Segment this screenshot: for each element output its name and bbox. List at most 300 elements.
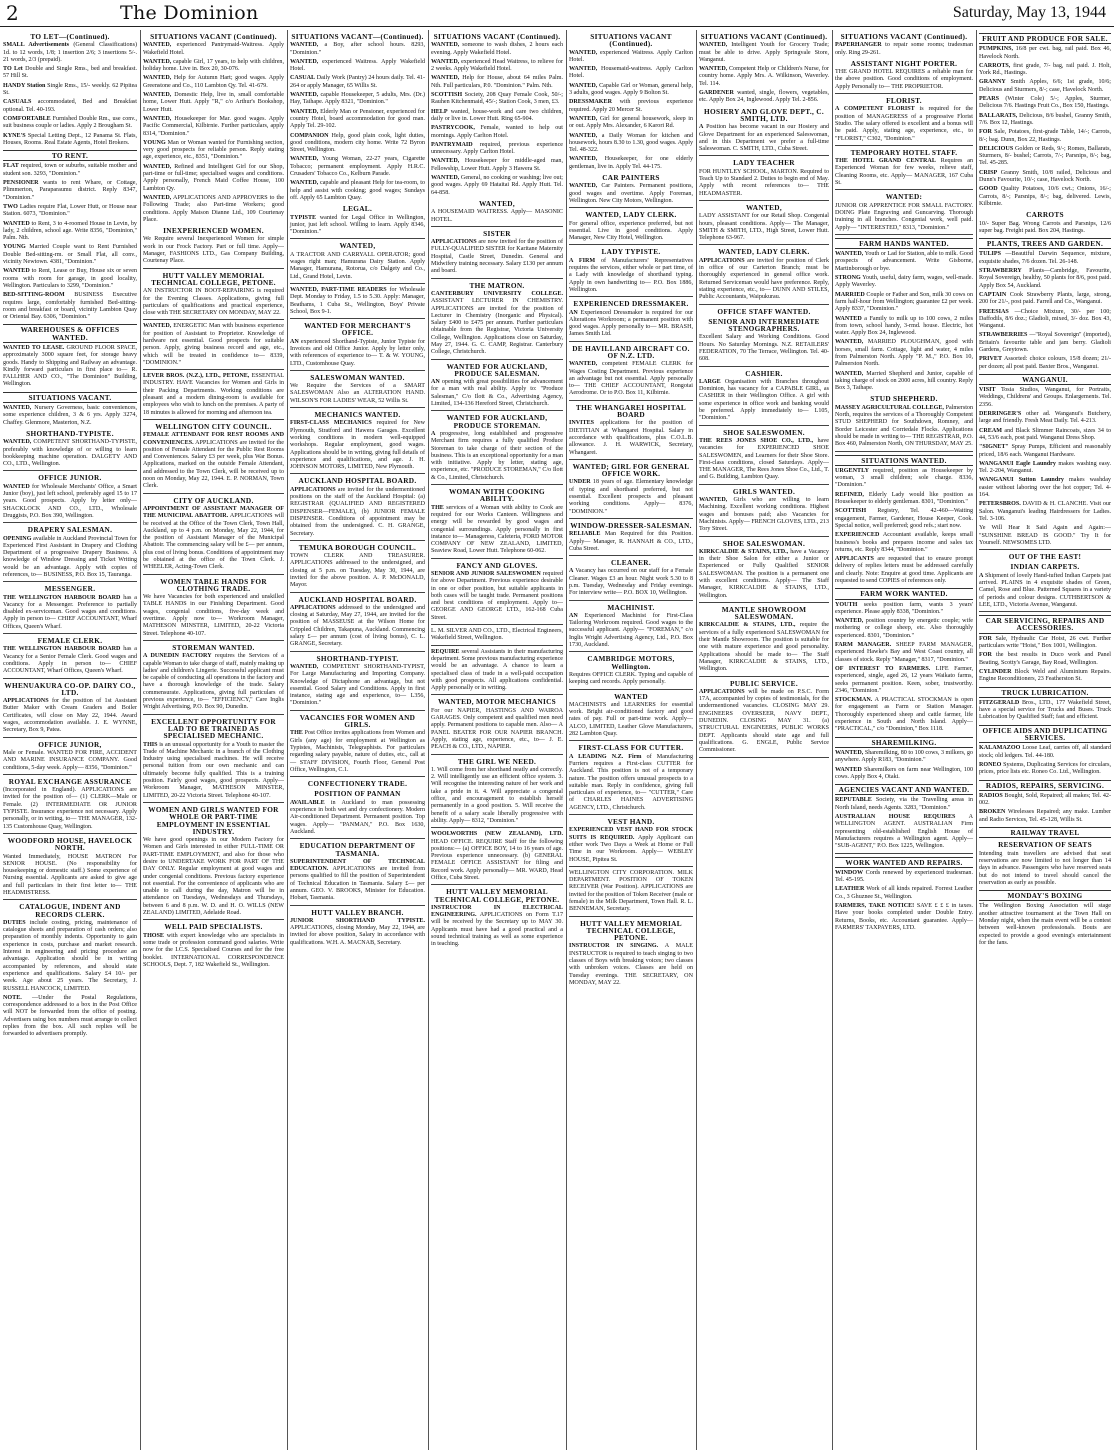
ad-body: experienced Waitress. Apply Carlton Hotel. (569, 49, 693, 63)
ad-heading: A (431, 430, 436, 437)
ad-heading: APPLICATIONS (3, 698, 49, 705)
classified-ad (979, 762, 1111, 777)
ad-heading: LEVER BROS. (N.Z.), LTD., PETONE, (143, 373, 250, 380)
ad-body: A TRACTOR AND CARRYALL OPERATOR; good wages right man; Hamurana Dairy Station. Apply Manager, Hamurana, Rotorua, c/o Dalgety and Co., Ltd., Grand Hotel, Levin. (290, 251, 425, 280)
ad-body: Experienced Dressmaker is required for our Alterations Workroom; a permanent position with good wages. Apply personally to— MR. BRASH, James Smith Ltd. (569, 309, 693, 338)
classified-ad (290, 92, 425, 107)
ad-heading: PANTRYMAID (431, 141, 473, 148)
ad-body: for Wholesale Dept. Monday to Friday, 1.5 to 5.30. Apply: Manager, Beathams, 1 Cuba St., Wellington, Boys' Private School, Box 9-1. (290, 286, 425, 315)
ad-heading: YOUTH (835, 601, 858, 608)
section-heading: WANGANUI. (979, 374, 1111, 385)
ad-body: Apply Applicant can either work Two Days a Week at Home or Full Time in our Workroom. Apply— WEBLEY HOUSE, Pipitea St. (569, 834, 693, 863)
ad-body: makes washday easier without laboring over the hot copper; Tel. 4-164. (979, 477, 1111, 499)
section-heading: OFFICE JUNIOR, (38, 739, 102, 749)
ad-body: Youth, useful, dairy farm, wages, well-made. Apply Waverley. (835, 275, 973, 289)
ad-body: General, no cooking or washing; live out; good wages. Apply 69 Hataitai Rd. Apply Hutt. Tel. 64-858. (431, 175, 563, 196)
section-heading: FEMALE CLERK. (37, 636, 103, 646)
ad-body: the best results in Duco work and Panel Beating, Scotty's Garage, Bay Road, Wellington. (979, 652, 1111, 666)
ad-heading: THE WELLINGTON HARBOUR BOARD (3, 594, 121, 601)
ad-body: The Wellington Boxing Association will stage another attractive tournament at the Town Hall on Monday night, when the main event will be a contest between well-known professionals. Bouts are expected to provide a good evening's entertainment for the fans. (979, 903, 1111, 946)
ad-body: Housekeeper, for one elderly gentleman, live in. Apply Tel. 44-175. (569, 156, 693, 170)
ad-body: capable and pleasant Help for tea-room, to help and assist with cooking; good wages; Sundays off. Apply 65 Lambton Quay. (290, 180, 425, 201)
section-heading: WANTED FOR AUCKLAND, PRODUCE SALESMAN. (446, 361, 548, 378)
ad-heading: WANTED, (835, 749, 864, 756)
classified-ad (699, 549, 829, 603)
classified-ad (290, 133, 425, 155)
column-6 (696, 30, 832, 1450)
classified-ad (431, 379, 563, 411)
ad-heading: FOR (979, 129, 992, 136)
section-heading: STUD SHEPHERD. (870, 394, 938, 404)
ad-heading: A COMPETENT FLORIST (835, 106, 915, 113)
ad-body: —"Royal Sovereign" (imported), Britain's favourite table and jam berry. Gladioli Gardens, Greytown. (979, 332, 1111, 353)
classified-ad (431, 708, 563, 755)
ad-heading: WANTED, (699, 497, 728, 504)
ad-body: For general office, experience preferred, but not essential. Live in good conditions. Apply Manager, New City Hotel, Wellington. (569, 220, 693, 242)
ad-heading: WANTED, (143, 163, 172, 170)
classified-columns (0, 30, 1114, 1450)
classified-ad (979, 461, 1111, 476)
classified-ad (431, 59, 563, 74)
ad-body: We Require the Services of a SMART SALESWOMAN Also an ALTERATION HAND. WILSON'S FOR LADIES' WEAR, 52 Willis St. (290, 383, 425, 404)
ad-body: Elderly Man or Pensioner, experienced for country Hotel, board accommodation for good man. Apply Tel. 29-102. (290, 108, 425, 130)
section-heading: RESERVATION OF SEATS (998, 840, 1092, 850)
ad-heading: WANTED, (290, 663, 319, 670)
ad-body: other ad. Wanganui's Butchery, large and friendly. Fresh Meat Daily. Tel. 4-213. (979, 411, 1111, 425)
classified-ad (835, 292, 973, 314)
ad-body: Plants—Cambridge, Favourite, Royal Sovereign, healthy, 50 plants for 8/6, post paid. Apply Box 54, Auckland. (979, 268, 1111, 289)
ad-heading: AN (431, 379, 440, 386)
ad-body: first grade, 7/- bag, rail paid. J. Holt, York Rd., Hastings. (979, 62, 1111, 77)
section-heading: EXCELLENT OPPORTUNITY FOR LAD TO BE TRAINED AS SPECIALISED MECHANIC. (151, 716, 276, 741)
classified-ad (979, 652, 1111, 667)
ad-body: A WELLINGTON AGENT. AUSTRALIAN Firm representing old-established English House of Manufacturers requires a Wellington agent. Apply— "SUB-AGENT," P.O. Box 1225, Wellington. (835, 814, 973, 850)
section-heading: SHAREMILKING. (835, 737, 973, 748)
ad-heading: WANTED (835, 766, 862, 773)
ad-heading: KYNE'S (3, 132, 26, 139)
ad-body: APPLICATIONS, closing Monday, May 22, 1944, are invited for above position, Salary in accordance with qualifications. W.H. A. MACNAB, Secretary. (290, 925, 425, 946)
classified-ad (835, 468, 973, 490)
ad-body: Intending train travellers are advised that seat reservations are now limited to not longer than 14 days in advance. Passengers who have reserved seats but do not intend to travel should cancel the reservation as early as possible. (979, 850, 1111, 886)
ad-heading: WANTED, (431, 158, 460, 165)
classified-ad (699, 42, 829, 64)
classified-ad (835, 508, 973, 530)
ad-body: for the position of 1st Assistant Butter Maker with Cream Graders and Boiler Certificates, will close on May 22, 1944. Award wages, accommodation available. J. E. WYNNE, Secretary, Box 9, Patea. (3, 698, 137, 734)
classified-ad (835, 797, 973, 812)
ad-body: several Assistants in their manufacturing department. Some previous manufacturing experience would be an advantage. A chance to learn a specialised class of trade in a well-paid occupation with good prospects. All applications confidential. Apply personally or in writing. (431, 648, 563, 692)
classified-ad (290, 156, 425, 178)
section-heading: WELL PAID SPECIALISTS. (164, 922, 263, 932)
ad-body: GROUND FLOOR SPACE, approximately 3000 square feet, for storage heavy goods. Handy to Shipping and Railway an advantage. Kindly forward particulars in first place to— R. FALLHER AND CO., "The Dominion" Building, Wellington. (3, 344, 137, 388)
classified-ad (290, 287, 425, 319)
ad-body: Domestic Help, live in, small comfortable home, Lower Hutt. Apply "R," c/o Arthur's Bookshop, Lower Hutt. (143, 92, 284, 113)
classified-ad (835, 275, 973, 290)
ad-body: SAVE £ £ £ in taxes. Have your books completed under Double Entry. Returns, Books, etc. Accountant guarantee. Apply— FARMERS' TAXPAYERS, LTD. (835, 902, 973, 931)
ad-heading: INSTRUCTOR IN SINGING. (569, 943, 659, 950)
section-heading: MONDAY'S BOXING (979, 890, 1111, 901)
classified-ad (431, 291, 563, 360)
ad-heading: SUPERINTENDENT OF TECHNICAL EDUCATION. (290, 858, 425, 873)
section-heading: LADY TYPISTE. (601, 247, 661, 257)
section-heading: SITUATIONS VACANT (Continued). (150, 32, 277, 41)
classified-ad (699, 66, 829, 88)
ad-body: are invited for the undermentioned positions on the staff of the Auckland Hospital: (a) REGISTRAR (QUALIFIED AND REGISTERED DISPENSER—FEMALE), (b) JUNIOR FEMALE DISPENSER. Conditions of appointment may be obtained from the undersigned. C. H. GRANGE, Secretary. (290, 486, 426, 537)
classified-ad (143, 837, 284, 920)
ad-heading: FARM MANAGER. (835, 642, 892, 649)
ad-body: makes washing easy. Tel. 2-204, Wanganui. (979, 460, 1111, 475)
ad-heading: THE (431, 504, 444, 511)
ad-heading: WANTED, (143, 75, 172, 82)
ad-body: Experienced Machinist for First-Class Tailoring Workroom required. Good wages to the successful applicant. Apply— "FOREMAN," c/o Inglis Wright Advertising Agency, Ltd., P.O. Box 1730, Auckland. (569, 612, 693, 649)
ad-body: Delicious, 8/6 bushel, Granny Smith, 7/6. Box 12, Hastings. (979, 112, 1111, 126)
ad-body: Block Weld and Aluminium Repairs. Engine Reconditioners, 23 Featherston St. (979, 668, 1111, 683)
ad-heading: FOR (979, 635, 992, 642)
classified-ad (569, 156, 693, 171)
classified-ad (699, 438, 829, 485)
classified-ad (835, 158, 973, 190)
classified-ad (3, 646, 137, 678)
ad-body: Sharemilkers on farm near Wellington, 100 cows. Apply Box 4, Otaki. (835, 766, 973, 780)
ad-body: opening with great possibilities for advancement for a man with real ability. Apply to: "Produce Salesman," C/o Ilott & Co., Advertising Agency, Limited, 134-136 Hereford Street, Christchurch. (431, 379, 563, 408)
ad-heading: COMFORTABLE (3, 115, 51, 122)
ad-body: Furnished Double Rm., use conv., suit business couple or ladies. Apply 2 Brougham St. (3, 115, 137, 130)
section-heading: MESSENGER. (44, 584, 96, 594)
ad-body: FOR HUNTLEY SCHOOL, MARTON. Required to Teach Up to Standard 2. Duties to begin end of May. Apply with recent references to— THE HEADMASTER. (699, 168, 829, 197)
ad-heading: TULIPS (979, 251, 1002, 258)
ad-body: Smith Apples, 6/6; 1st grade, 10/6; Delicious and Sturmers, 8/-; case, Havelock North. (979, 79, 1111, 93)
ad-body: MARRIED PLOUGHMAN, good with horses, small farm. Cottage, light and water, 4 miles from Palmerston North. Apply "P. M.," P.O. Box 10, Palmerston North. (835, 339, 973, 368)
column-8 (976, 30, 1114, 1450)
classified-ad (3, 920, 137, 993)
classified-ad (569, 479, 693, 518)
ad-heading: URGENTLY (835, 467, 869, 474)
section-heading: FANCY AND GLOVES. (456, 560, 538, 570)
ad-heading: STOCKMAN. (835, 697, 873, 704)
section-heading: THE WHANGAREI HOSPITAL BOARD (575, 402, 687, 420)
classified-ad (569, 50, 693, 65)
section-heading: FLORIST. (886, 96, 922, 106)
ad-heading: WANTED, (143, 58, 172, 65)
section-heading: ROYAL EXCHANGE ASSURANCE (8, 776, 132, 786)
ad-body: Vacancy has occurred on our staff for a Female Cleaner. Wages £3 an hour. Night work 5.30 to 8 p.m. Tuesday, Wednesday and Friday evenings. For interview write— P.O. BOX 10, Wellington. (569, 568, 693, 597)
section-heading: SITUATIONS VACANT (Continued). (433, 32, 561, 41)
ad-heading: WANGANUI Eagle Laundry (979, 460, 1056, 467)
classified-ad (699, 213, 829, 245)
classified-ad (431, 431, 563, 485)
column-5 (566, 30, 696, 1450)
ad-heading: WANTED, (143, 92, 172, 99)
ad-heading: YOUNG (143, 139, 166, 146)
ad-heading: FOR (979, 652, 992, 659)
ad-body: in Auckland to man possessing experience in both wet and dry confectionery. Modern Air-conditioned Department. Permanent position. Top wages. Apply— "PANMAN," P.O. Box 1630, Auckland. (290, 799, 425, 835)
ad-heading: CAPTAIN (979, 291, 1007, 298)
ad-heading: WANTED, (699, 66, 728, 73)
ad-heading: HANDY Station (3, 82, 46, 89)
ad-heading: WANTED, (290, 42, 319, 49)
classified-ad (3, 163, 137, 178)
classified-ad (699, 379, 829, 426)
ad-body: HEAD OFFICE. REQUIRE Staff for the following positions:— (a) OFFICE BOY, 14 to 16 years of age. Previous experience unnecessary. (b) GENERAL FEMALE OFFICE ASSISTANT for filing and Record work. Apply personally— MR. WARD, Head Office, Cuba Street. (431, 838, 563, 881)
ad-body: Young Woman, 22-27 years, Cigarette Tobacco; permanent employment. Apply H.R.C. Crusaders' Tobacco Co., Kelburn Parade. (290, 156, 425, 178)
ad-body: Ladies require Flat, Lower Hutt, or House near Station. 6073, "Dominion." (3, 203, 137, 218)
ad-heading: OF INTEREST TO FARMERS. (835, 665, 931, 672)
section-heading: WINDOW-DRESSER-SALESMAN. (570, 520, 692, 530)
classified-ad (979, 63, 1111, 78)
ad-body: Youth or Lad for Station, able to milk. Good prospects of advancement. Write Gisborne, Martinborough or bye. (835, 251, 973, 272)
column-4 (428, 30, 566, 1450)
ad-body: Intelligent Youth for Grocery Trade; must be able to drive. Apply Springvale Store, Wanganui. (699, 42, 829, 63)
classified-ad (979, 79, 1111, 94)
section-heading: MACHINIST. (607, 602, 655, 612)
classified-ad (979, 129, 1111, 144)
ad-heading: STRONG (835, 275, 861, 282)
section-heading: CATALOGUE, INDENT AND RECORDS CLERK. (19, 902, 121, 919)
ad-heading: WANTED, (143, 194, 172, 201)
classified-ad (835, 870, 973, 885)
ad-body: a Daily Woman for kitchen and housework, hours 8.30 to 1.30, good wages. Apply Tel. 48-322. (569, 132, 693, 154)
section-heading: PLANTS, TREES AND GARDEN. (979, 238, 1111, 249)
ad-heading: WANTED, (290, 108, 319, 115)
ad-heading: WANTED, (290, 156, 319, 163)
classified-ad (143, 75, 284, 90)
ad-body: ASSISTANT LECTURER IN CHEMISTRY. APPLICATIONS are invited for the position of Lecturer in Chemistry (Inorganic and Physical). Salary £400 to £475 per annum. Further particulars obtainable from the Registrar, Victoria University College, Wellington. Applications close on Saturday, May 27, 1944. G. C. CAMP, Registrar. Canterbury College, Christchurch. (431, 298, 563, 356)
section-heading: PUBLIC SERVICE. (730, 678, 798, 688)
classified-ad (143, 92, 284, 114)
ad-body: A MALE INSTRUCTOR is required to teach singing to two classes of Boys with breaking voices; two classes with unbroken voices. Classes are held on Tuesday evenings. THE SECRETARY, ON MONDAY, MAY 22. (569, 943, 694, 986)
ad-heading: SCOTTISH (835, 508, 867, 515)
ad-body: Position has become vacant in our Hosiery and Glove Department for an experienced Saleswoman, and in this Department we prefer a full-time Saleswoman. C. SMITH, LTD., Cuba Street. (699, 124, 829, 153)
ad-heading: INSTRUCTOR IN ELECTRICAL ENGINEERING. (431, 904, 563, 919)
section-heading: VACANCIES FOR WOMEN AND GIRLS. (299, 712, 416, 730)
ad-heading: SMALL Advertisements (3, 42, 69, 49)
section-heading: THE MATRON. (469, 280, 525, 290)
ad-heading: "SIGNET" (979, 444, 1009, 451)
classified-ad (290, 800, 425, 839)
issue-date: Saturday, May 13, 1944 (952, 4, 1106, 21)
section-heading: WANTED, LADY CLERK. (718, 247, 810, 257)
ad-heading: APPLICATIONS (699, 257, 745, 264)
classified-ad (143, 59, 284, 74)
ad-body: Excellent Salary and Working Conditions. Good Hours. No Saturday Mornings. N.Z. RETAILERS' FEDERATION, 70 The Terrace, Wellington. Tel. 40-608. (699, 334, 829, 363)
section-heading: AUCKLAND HOSPITAL BOARD. (298, 476, 417, 486)
classified-ad (699, 169, 829, 201)
ad-heading: TWO (3, 203, 18, 210)
ad-body: has a Vacancy for a Messenger. Preference to partially disabled ex-serviceman. Good wages and conditions. Apply in person to— CHIEF ACCOUNTANT, Wharf Offices, Queen's Wharf. (3, 594, 137, 630)
classified-ad (290, 59, 425, 74)
ad-body: Double and Single Rms., bed and breakfast. 57 Hill St. (3, 66, 137, 80)
ad-heading: WANTED, (290, 180, 319, 187)
classified-ad (835, 371, 973, 393)
section-heading: HUTT VALLEY MEMORIAL TECHNICAL COLLEGE, PETONE. (580, 918, 682, 943)
classified-ad (699, 258, 829, 305)
ad-body: experienced Waitress. Apply Wakefield Hotel. (290, 58, 425, 73)
classified-ad (431, 831, 563, 885)
ad-body: Loose Leaf, carries off, all standard stock; old ledgers. Tel. 44-180. (979, 745, 1111, 759)
ad-body: We have Vacancies for both experienced and unskilled TABLE HANDS in our Finishing Department. Good wages, congenial conditions, five-day week and overtime. Apply now to— Workroom Manager, MATHESON MINSTER, LIMITED, 20-22 Victoria Street. Telephone 40-107. (143, 594, 284, 637)
ad-body: require the services of a fully experienced SALESWOMAN for their Mantle Showroom. The position is suitable for one with mature experience and good personality. Applications should be made to— The Staff Manager, KIRKCALDIE & STAINS, LTD., Wellington. (699, 622, 829, 673)
ad-body: experienced Head Waitress, to relieve for 2 weeks. Apply Wakefield Hotel. (431, 58, 563, 73)
ad-body: —Choice Mixture, 30/- per 100; Daffodils, 8/6 doz.; Gladioli, mixed, 3/- doz. Box 43, Wanganui. (979, 308, 1111, 330)
ad-heading: WANTED (3, 268, 30, 275)
ad-body: for Wholesale Merchants' Office, a Smart Junior (boy), just left school, preferably aged 15 to 17 years. Good prospects. Apply by letter only— SHACKLOCK AND CO., LTD., Wholesale Druggists, P.O. Box 390, Wellington. (3, 483, 137, 519)
column-rule (140, 30, 141, 1450)
classified-ad (569, 116, 693, 131)
classified-ad (290, 487, 425, 541)
classified-ad (835, 814, 973, 853)
classified-ad (979, 309, 1111, 331)
section-heading: RADIOS, REPAIRS, SERVICING. (979, 780, 1111, 791)
classified-ad (431, 158, 563, 173)
ad-body: available in Auckland Provincial Town for Experienced First Assistant in Drapery and Clothing Department of a progressive Drapery Business. A knowledge of Window Dressing and Ticket Writing would be an advantage. Apply with copies of references, to— BUSINESS, P.O. Box 15, Tauranga. (3, 535, 137, 578)
classified-ad (569, 943, 693, 987)
section-heading: CARROTS (1026, 210, 1064, 220)
ad-heading: CREAM (979, 427, 1003, 434)
ad-body: Shipment of lovely Hand-tufted Indian Carpets just arrived. PLAINS in 4 exquisite shades of Green, Camel, Rose and Blue. Patterned Squares in a variety of periods and colour designs. CUTHBERTSON & LEE, LTD., Victoria Avenue, Wanganui. (979, 572, 1111, 608)
section-heading: SITUATIONS VACANT—(Continued). (291, 32, 424, 41)
classified-ad (143, 236, 284, 268)
classified-ad (3, 405, 137, 427)
classified-ad (979, 113, 1111, 128)
classified-ad (290, 605, 425, 652)
classified-ad (979, 669, 1111, 684)
classified-ad (3, 854, 137, 901)
ad-heading: A DUNEDIN FACTORY (143, 653, 212, 660)
ad-heading: FREESIAS (979, 308, 1009, 315)
section-heading: WAREHOUSES & OFFICES WANTED. (3, 324, 137, 343)
classified-ad (569, 613, 693, 652)
section-heading: INDIAN CARPETS. (1010, 562, 1080, 572)
classified-ad (569, 420, 693, 459)
ad-body: to repair some rooms; tradesman only. Ring 29-261. (835, 42, 974, 56)
ad-body: with expert knowledge who are specialists in some trade or profession command good salaries. Write now for the I.C.S. Specialised Courses and for the free booklet. INTERNATIONAL CORRESPONDENCE SCHOOLS, Dept. 7, 182 Wakefield St., Wellington. (143, 932, 284, 968)
section-heading: EXPERIENCED DRESSMAKER. (573, 299, 689, 309)
section-heading: AUCKLAND HOSPITAL BOARD. (298, 594, 417, 604)
classified-ad (431, 767, 563, 828)
classified-ad (569, 133, 693, 155)
classified-ad (979, 292, 1111, 307)
ad-heading: THE WELLINGTON HARBOUR BOARD (3, 646, 121, 653)
ad-body: accommodated, Bed and Breakfast optional. Tel. 40-193. (3, 99, 137, 113)
ad-body: DAVID & H. CLANCHE. Visit our Salon. Wanganui's leading Hairdressers for Ladies. Tel. 3-106. (979, 501, 1111, 522)
ad-body: experienced Pantrymaid-Waitress. Apply Wakefield Hotel. (143, 42, 285, 56)
classified-ad (835, 203, 973, 235)
ad-heading: AN (569, 309, 578, 316)
classified-ad (3, 268, 137, 290)
ad-heading: THIS (143, 741, 158, 748)
ad-body: Cords renewed by experienced tradesman. Tel. 45-195. (835, 869, 973, 884)
section-heading: OFFICE STAFF WANTED. (717, 306, 811, 316)
section-heading: SHOE SALESWOMEN. (723, 427, 805, 437)
ad-body: LADY ASSISTANT for our Retail Shop. Congenial hours, pleasant conditions. Apply— The Manager, SMITH & SMITH, LTD., High Street, Lower Hutt. Telephone 63-967. (699, 213, 829, 242)
ad-body: Society, 208 Quay Female Cook, 50/-; Rauhen Kitchenmaid, 45/-; Station Cook, 3 men, £3. (431, 92, 563, 106)
ad-body: Refined and Intelligent Girl for our Shop, part-time or full-time; specialised wages and conditions. Apply personally, French Maid Coffee House, 100 Lambton Qy. (143, 163, 285, 192)
classified-ad (979, 251, 1111, 266)
classified-ad (569, 531, 693, 556)
classified-ad (699, 334, 829, 366)
classified-ad (143, 323, 284, 370)
section-heading: FARM WORK WANTED. (835, 588, 973, 599)
classified-ad (979, 387, 1111, 409)
ad-body: with previous experience required. Apply 20 Mercer St. (569, 99, 693, 113)
ad-body: someone to wash dishes, 2 hours each evening. Apply Wakefield Hotel. (431, 42, 563, 56)
ad-body: Wirelesses Repaired; any make. Lumber and Radio Services, Tel. 45-128, Willis St. (979, 809, 1111, 823)
ad-body: MACHINISTS and LEARNERS for essential work. Bright air-conditioned factory and good rates of pay. Full or part-time work. Apply— ALCO, LIMITED, Leather Glove Manufacturers, 282 Lambton Quay. (569, 701, 693, 738)
ad-heading: A (979, 572, 984, 579)
column-1 (0, 30, 140, 1450)
classified-ad (431, 505, 563, 559)
section-heading: WOMEN AND GIRLS WANTED FOR WHOLE OR PART-TIME EMPLOYMENT IN ESSENTIAL INDUSTRY. (148, 804, 279, 836)
ad-heading: CANTERBURY UNIVERSITY COLLEGE. (431, 290, 563, 297)
classified-ad (431, 42, 563, 57)
ad-heading: THE (290, 730, 303, 737)
ad-body: LIFE Farmer, experienced, single, aged 26, 12 years Waikato farms, seeks permanent position. Keen, sober, trustworthy. 2346, "Dominion." (835, 665, 974, 694)
classified-ad (3, 116, 137, 131)
section-heading: WOMEN TABLE HANDS FOR CLOTHING TRADE. (160, 576, 267, 593)
classified-ad (569, 361, 693, 400)
section-heading: WOMAN WITH COOKING ABILITY. (448, 487, 546, 504)
ad-body: Help for Autumn Hart; good wages. Apply Greenstone and Co., 110 Lambton Qy. Tel. 41-679. (143, 75, 284, 89)
ad-heading: FLAT (3, 163, 19, 170)
ad-body: Female, wanted to help out mornings. Apply Carlton Hotel. (431, 125, 564, 139)
ad-heading: A FIRM (569, 257, 596, 264)
classified-ad (143, 288, 284, 320)
ad-body: APPLICATIONS on Form T.17 will be received by the Secretary up to MAY 30. Applicants must have had a good practical and a sound technical training as well as some experience in teaching. (431, 912, 564, 948)
ad-body: Cook Strawberry Plants, large, strong, 200 for 21/-, post paid. Farrell and Co., Wanganui. (979, 291, 1111, 306)
section-heading: SHORTHAND-TYPIST. (316, 653, 399, 663)
ad-heading: AN (569, 612, 578, 619)
classified-ad (431, 649, 563, 696)
classified-ad (290, 383, 425, 408)
classified-ad (431, 905, 563, 949)
section-heading: GIRLS WANTED. (732, 486, 796, 496)
ad-body: Ye Will Hear It Said Again and Again:— "SUNSHINE BREAD IS GOOD." Try It for Yourself. NEWSOMES LTD. (979, 525, 1111, 546)
ad-heading: WANTED (835, 315, 862, 322)
ad-body: addressed to the undersigned and closing at Saturday, May 27, 1944, are invited for the position of MASSEUSE at the Wilson Home for Crippled Children, Takapuna, Auckland. Commencing salary £— per annum (cost of living bonus), C. L. GRANGE, Secretary. (290, 604, 425, 648)
section-heading: WANTED FOR MERCHANT'S OFFICE. (304, 321, 411, 338)
ad-body: requires the Services of a capable Woman to take charge of staff, mainly making up ladies' and children's Lingerie. Successful applicant must be capable of conducting all operations in the factory and have a thorough knowledge of the trade. Salary commensurate. Applications, giving full particulars of previous experience, to— "EFFICIENCY," Care Inglis Wright Advertising, P.O. Box 90, Dunedin. (143, 653, 284, 711)
section-heading: SHORTHAND-TYPISTE. (26, 428, 114, 438)
ad-heading: BROKEN (979, 809, 1006, 816)
section-heading: DRAPERY SALESMAN. (27, 525, 113, 535)
ad-heading: CASUALS (3, 99, 32, 106)
classified-ad (979, 428, 1111, 443)
classified-ad (569, 310, 693, 342)
ad-body: Tosia Studios, Wanganui, for Portraits, Weddings, Childrens' and Groups. Enlargements. Tel. 2356. (979, 387, 1111, 408)
ad-body: COMPETENT SHORTHAND-TYPISTE, preferably with knowledge of or willing to learn bookkeeping machine operation. DALGETY AND CO., LTD., Wellington. (3, 439, 137, 468)
section-heading: HUTT VALLEY MEMORIAL TECHNICAL COLLEGE, PETONE. (434, 887, 560, 904)
section-heading: WANTED FOR AUCKLAND, PRODUCE STOREMAN. (446, 413, 548, 430)
ad-heading: A (699, 124, 704, 131)
ad-body: to Rent, 3 to 4-roomed House in Levin, by lady, 2 children, school age. Write 8356, "Dominion," Palm. Nth. (3, 220, 137, 242)
ad-body: progressive, long established and progressive Merchant firm requires a fully qualified Produce Storeman to take charge of their section of the business. This is an exceptional opportunity for a man with initiative. Apply by letter, stating age, experience, etc. "PRODUCE STOREMAN," C/o Ilott & Co., Limited, Christchurch. (431, 430, 563, 481)
classified-ad (143, 42, 284, 57)
section-heading: WANTED (614, 691, 648, 701)
ad-heading: SCOTTISH (431, 92, 463, 99)
classified-ad (143, 116, 284, 138)
section-heading: DE HAVILLAND AIRCRAFT CO. OF N.Z. LTD. (572, 343, 690, 360)
classified-ad (979, 700, 1111, 722)
section-heading: SITUATIONS VACANT (Continued). (700, 32, 828, 41)
ad-heading: STRAWBERRY (979, 268, 1022, 275)
classified-ad (569, 221, 693, 246)
classified-ad (699, 124, 829, 156)
classified-ad (979, 146, 1111, 168)
ad-heading: CRISP (979, 169, 998, 176)
ad-heading: CARROTS, (979, 62, 1011, 69)
ad-body: (General Classifications) 1d. to 12 words, 1/8; 1 insertion 2/6; 3 insertions 5/-. 21 words, 2/3 (prepaid). (3, 42, 137, 63)
ad-body: We Require several Inexperienced Women for simple work in our Frock Factory. Part or full time. Apply— Manager, FASHIONS LTD., Gas Company Building, Courtenay Place. (143, 236, 284, 265)
section-heading: HOSIERY AND GLOVE DEPT., C. SMITH, LTD. (704, 106, 824, 123)
